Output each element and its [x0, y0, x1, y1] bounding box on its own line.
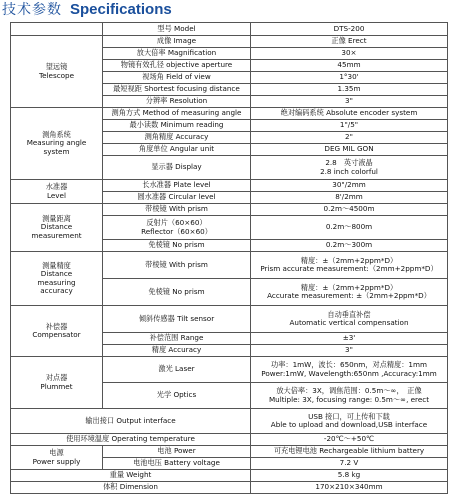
- group-power: 电源 Power supply: [11, 446, 103, 470]
- row-value: 1.35m: [251, 84, 448, 96]
- row-label: 显示器 Display: [103, 156, 251, 180]
- row-label: 测角方式 Method of measuring angle: [103, 108, 251, 120]
- row-value: DEG MIL GON: [251, 144, 448, 156]
- row-value: 3": [251, 345, 448, 357]
- row-value: 1°30': [251, 72, 448, 84]
- row-label: 型号 Model: [103, 23, 251, 36]
- row-value: 8'/2mm: [251, 192, 448, 204]
- table-row: [11, 446, 448, 458]
- row-label: 放大倍率 Magnification: [103, 48, 251, 60]
- row-label: 带棱镜 With prism: [103, 204, 251, 216]
- table-row: [11, 470, 448, 482]
- row-label: 免棱镜 No prism: [103, 279, 251, 306]
- row-label: 倾斜传感器 Tilt sensor: [103, 306, 251, 333]
- row-value: 功率：1mW，波长：650nm，对点精度：1mm Power:1mW, Wavelength:650nm ,Accuracy:1mm: [251, 357, 448, 383]
- group-compensator: 补偿器 Compensator: [11, 306, 103, 357]
- row-label: 长水准器 Plate level: [103, 180, 251, 192]
- row-value: 绝对编码系统 Absolute encoder system: [251, 108, 448, 120]
- row-label: 最小读数 Minimum reading: [103, 120, 251, 132]
- row-label: 免棱镜 No prism: [103, 240, 251, 252]
- row-value: 170×210×340mm: [251, 482, 448, 494]
- row-label: 最短视距 Shortest focusing distance: [103, 84, 251, 96]
- row-value: 7.2 V: [251, 458, 448, 470]
- table-row: [11, 108, 448, 120]
- row-label: 电池 Power: [103, 446, 251, 458]
- row-value: 30"/2mm: [251, 180, 448, 192]
- row-value: 精度：±（2mm+2ppm*D） Prism accurate measurement:（2mm+2ppm*D）: [251, 252, 448, 279]
- row-value: 5.8 kg: [251, 470, 448, 482]
- row-value: 0.2m～300m: [251, 240, 448, 252]
- row-label: 重量 Weight: [11, 470, 251, 482]
- table-row: [11, 409, 448, 434]
- group-cell-empty: [11, 23, 103, 36]
- row-value: 放大倍率：3X，调焦范围：0.5m～∞， 正像 Multiple: 3X, focusing range: 0.5m～∞, erect: [251, 383, 448, 409]
- table-row: [11, 306, 448, 333]
- row-value: USB 接口，可上传和下载 Able to upload and download,USB interface: [251, 409, 448, 434]
- row-label: 角度单位 Angular unit: [103, 144, 251, 156]
- row-label: 电池电压 Battery voltage: [103, 458, 251, 470]
- table-row: [11, 482, 448, 494]
- table-row: [11, 180, 448, 192]
- row-label: 物镜有效孔径 objective aperture: [103, 60, 251, 72]
- group-angle: 测角系统 Measuring angle system: [11, 108, 103, 180]
- row-value: 0.2m～800m: [251, 216, 448, 240]
- row-value: 2.8 英寸液晶 2.8 inch colorful: [251, 156, 448, 180]
- row-value: 30×: [251, 48, 448, 60]
- table-row: [11, 357, 448, 383]
- row-value: 3": [251, 96, 448, 108]
- row-value: 正像 Erect: [251, 36, 448, 48]
- row-label: 视场角 Field of view: [103, 72, 251, 84]
- group-plummet: 对点器 Plummet: [11, 357, 103, 409]
- row-label: 光学 Optics: [103, 383, 251, 409]
- row-value: 可充电锂电池 Rechargeable lithium battery: [251, 446, 448, 458]
- table-row: [11, 252, 448, 279]
- group-telescope: 望远镜 Telescope: [11, 36, 103, 108]
- row-value: -20℃～+50℃: [251, 434, 448, 446]
- row-label: 反射片（60×60） Reflector（60×60）: [103, 216, 251, 240]
- row-label: 圆水准器 Circular level: [103, 192, 251, 204]
- row-label: 使用环境温度 Operating temperature: [11, 434, 251, 446]
- page-title: [2, 0, 172, 18]
- table-row: [11, 36, 448, 48]
- row-label: 输出接口 Output interface: [11, 409, 251, 434]
- row-label: 测角精度 Accuracy: [103, 132, 251, 144]
- row-value: 1"/5": [251, 120, 448, 132]
- group-distance: 测量距离 Distance measurement: [11, 204, 103, 252]
- spec-table: [10, 22, 448, 494]
- row-value: ±3': [251, 333, 448, 345]
- row-label: 带棱镜 With prism: [103, 252, 251, 279]
- title-cn: 技术参数: [2, 2, 62, 18]
- row-label: 补偿范围 Range: [103, 333, 251, 345]
- table-row: [11, 204, 448, 216]
- table-row: [11, 23, 448, 36]
- row-value: 自动垂直补偿 Automatic vertical compensation: [251, 306, 448, 333]
- row-value: 精度：±（2mm+2ppm*D） Accurate measurement: ±（2mm+2ppm*D）: [251, 279, 448, 306]
- row-value: 45mm: [251, 60, 448, 72]
- row-label: 成像 Image: [103, 36, 251, 48]
- table-row: [11, 434, 448, 446]
- row-label: 精度 Accuracy: [103, 345, 251, 357]
- row-label: 激光 Laser: [103, 357, 251, 383]
- row-value: 2": [251, 132, 448, 144]
- group-accuracy: 测量精度 Distance measuring accuracy: [11, 252, 103, 306]
- group-level: 水准器 Level: [11, 180, 103, 204]
- row-value: 0.2m～4500m: [251, 204, 448, 216]
- row-label: 分辨率 Resolution: [103, 96, 251, 108]
- title-en: Specifications: [70, 1, 172, 18]
- row-label: 体积 Dimension: [11, 482, 251, 494]
- row-value: DTS-200: [251, 23, 448, 36]
